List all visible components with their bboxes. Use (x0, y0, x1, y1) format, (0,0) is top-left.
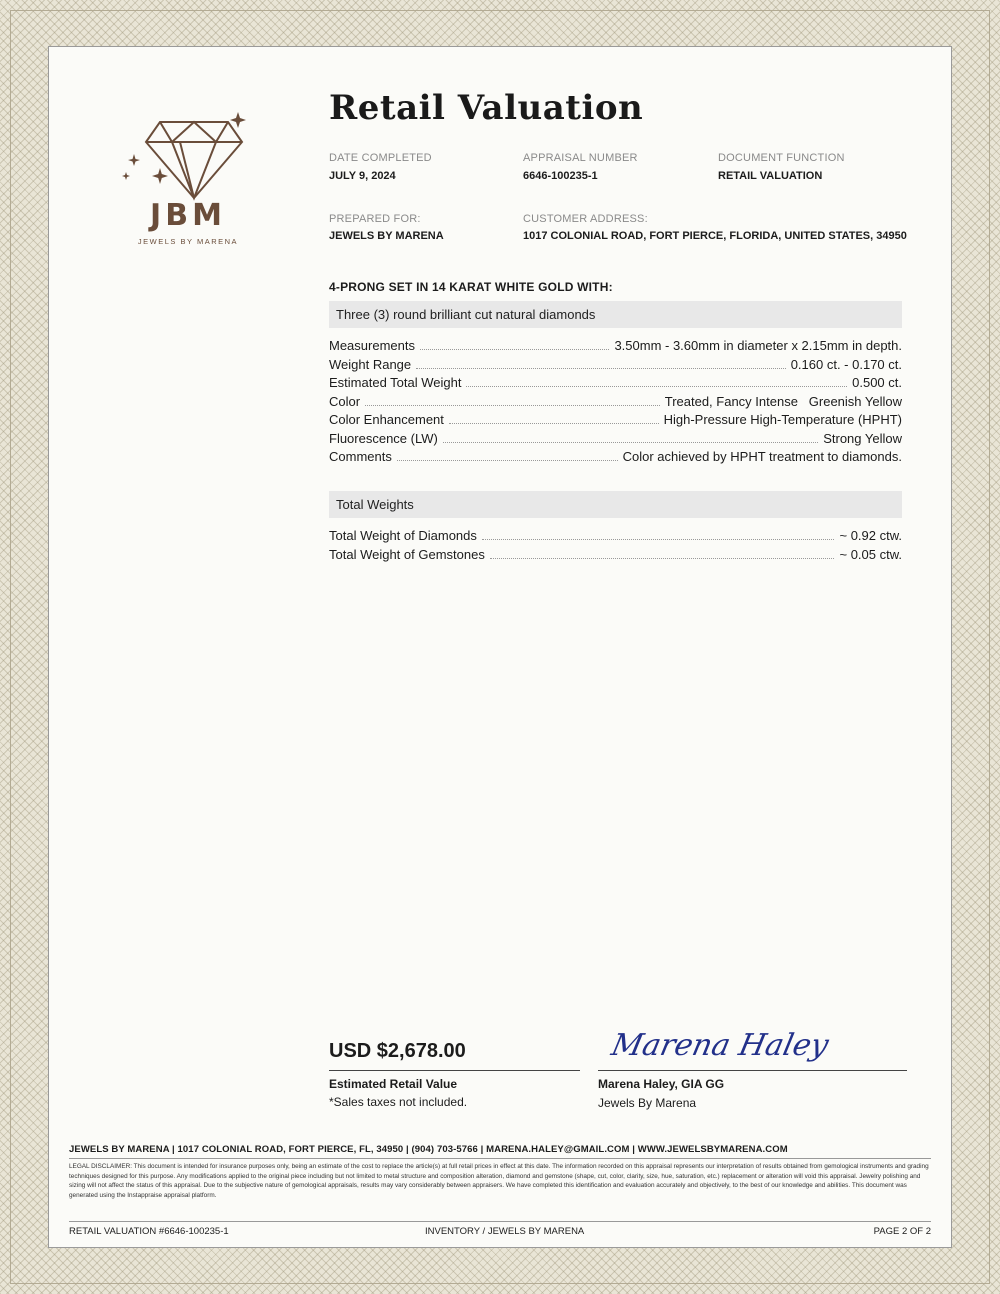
signer-name: Marena Haley, GIA GG (598, 1077, 725, 1091)
detail-row-fluorescence (329, 431, 902, 450)
logo-letters: JBM (150, 198, 226, 233)
totals-list (329, 528, 902, 565)
customer-address-label: CUSTOMER ADDRESS: (523, 213, 648, 225)
item-heading: 4-PRONG SET IN 14 KARAT WHITE GOLD WITH: (329, 280, 613, 294)
item-details-list (329, 338, 902, 468)
prepared-for-value: JEWELS BY MARENA (329, 230, 444, 242)
page-number: PAGE 2 OF 2 (873, 1226, 931, 1237)
item-band: Three (3) round brilliant cut natural diamonds (329, 301, 902, 328)
tax-note: *Sales taxes not included. (329, 1095, 468, 1109)
detail-row-measurements (329, 338, 902, 357)
date-completed-value: JULY 9, 2024 (329, 170, 396, 182)
date-completed-label: DATE COMPLETED (329, 152, 432, 164)
detail-label: Fluorescence (LW) (329, 430, 438, 446)
detail-value: High-Pressure High-Temperature (HPHT) (663, 412, 902, 427)
page-title: Retail Valuation (329, 88, 644, 128)
detail-label: Color (329, 393, 361, 409)
total-value: ~ 0.92 ctw. (839, 528, 902, 543)
detail-row-weight-range (329, 357, 902, 376)
detail-value: Color achieved by HPHT treatment to diamonds. (622, 449, 902, 464)
detail-value: Strong Yellow (823, 430, 902, 446)
signature-line (598, 1070, 907, 1071)
total-label: Total Weight of Diamonds (329, 528, 477, 543)
detail-value: 0.500 ct. (852, 375, 902, 390)
detail-value: 0.160 ct. - 0.170 ct. (790, 356, 902, 372)
bottom-divider (69, 1221, 931, 1222)
total-label: Total Weight of Gemstones (329, 546, 485, 562)
detail-label: Estimated Total Weight (329, 375, 462, 390)
footer-inventory: INVENTORY / JEWELS BY MARENA (425, 1226, 585, 1237)
total-value: ~ 0.05 ctw. (839, 546, 902, 562)
legal-disclaimer: LEGAL DISCLAIMER: This document is intended for insurance purposes only, being an estimate of the cost to replace the article(s) at full retail prices in effect at this date. The information recorded on this appraisal represents our interpretation of results obtained from gemological instruments and grading techniques designed for this purpose. Any modifications applied to the original piece including but not limited to metal structure and composition alteration, diamond and gemstone (shape, cut, color, clarity, size, hue, saturation, etc.) replacement or alteration will void this appraisal. Jewelry polishing and sizing will not affect the status of this appraisal. Due to the subjective nature of gemological appraisals, results may vary considerably between appraisers. We have completed this identification and evaluation accurately and objectively, to the best of our knowledge and abilities. This document was generated using the Instappraise appraisal platform. (69, 1163, 929, 1199)
detail-label: Weight Range (329, 356, 412, 372)
footer-contact-line: JEWELS BY MARENA | 1017 COLONIAL ROAD, FORT PIERCE, FL, 34950 | (904) 703-5766 | MARENA.HALEY@GMAIL.COM | WWW.JEWELSBYMARENA.COM (69, 1144, 788, 1155)
detail-row-color-enhancement (329, 412, 902, 431)
total-row-diamonds (329, 528, 902, 547)
footer-doc-id: RETAIL VALUATION #6646-100235-1 (69, 1226, 229, 1237)
detail-label: Measurements (329, 338, 415, 353)
value-underline (329, 1070, 580, 1071)
footer-divider (69, 1158, 931, 1159)
signature-image: Marena Haley (608, 1028, 832, 1063)
retail-value-label: Estimated Retail Value (329, 1077, 458, 1091)
prepared-for-label: PREPARED FOR: (329, 213, 421, 225)
signer-company: Jewels By Marena (598, 1096, 697, 1110)
document-function-value: RETAIL VALUATION (718, 170, 823, 182)
detail-label: Comments (329, 449, 392, 464)
detail-label: Color Enhancement (329, 412, 444, 427)
total-row-gemstones (329, 547, 902, 566)
customer-address-value: 1017 COLONIAL ROAD, FORT PIERCE, FLORIDA, UNITED STATES, 34950 (523, 230, 907, 242)
document-function-label: DOCUMENT FUNCTION (718, 152, 845, 164)
retail-value-amount: USD $2,678.00 (329, 1040, 466, 1062)
detail-value: Treated, Fancy Intense Greenish Yellow (664, 393, 902, 409)
totals-band: Total Weights (329, 491, 902, 518)
appraisal-number-label: APPRAISAL NUMBER (523, 152, 638, 164)
detail-row-estimated-total-weight (329, 375, 902, 394)
detail-row-color (329, 394, 902, 413)
appraisal-number-value: 6646-100235-1 (523, 170, 598, 182)
detail-row-comments (329, 449, 902, 468)
detail-value: 3.50mm - 3.60mm in diameter x 2.15mm in depth. (614, 338, 902, 353)
logo-subtitle: JEWELS BY MARENA (137, 237, 239, 246)
